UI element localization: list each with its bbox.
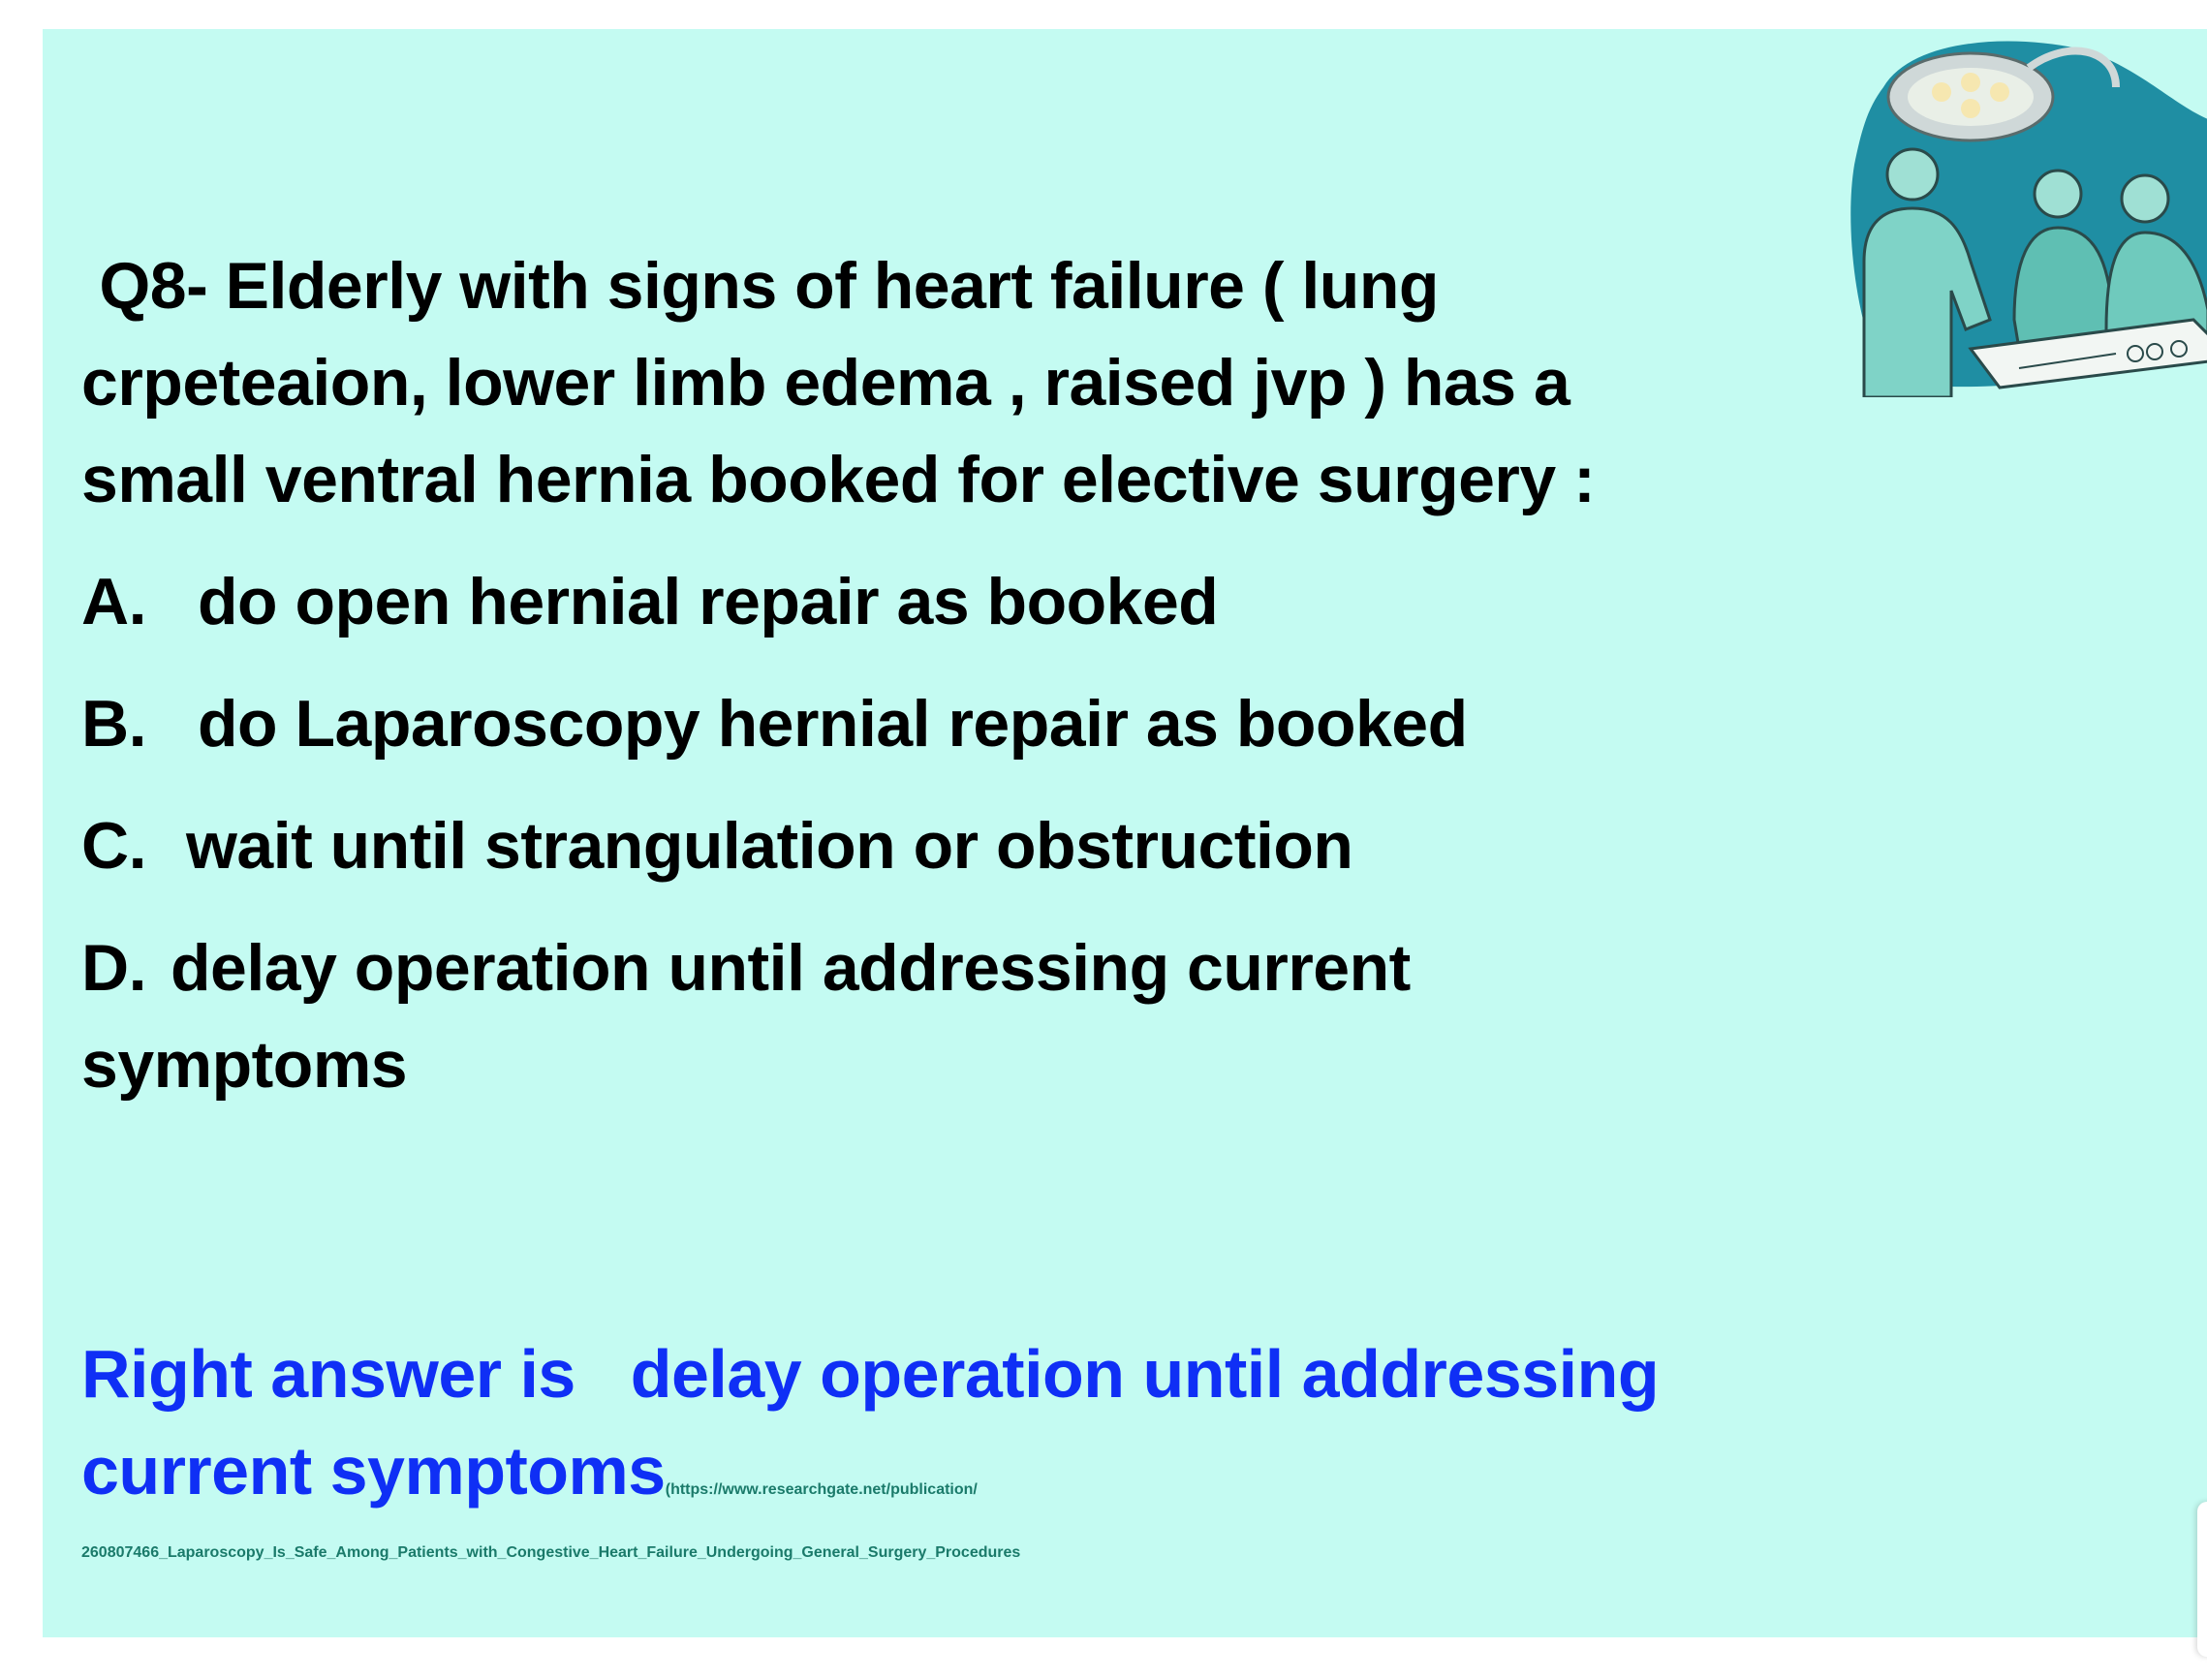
option-d-text: delay operation until addressing current <box>171 931 1411 1005</box>
option-b-text: do Laparoscopy hernial repair as booked <box>198 687 1468 761</box>
answer-line-1: Right answer is delay operation until addressing <box>81 1336 1660 1412</box>
option-d-letter: D. <box>81 931 146 1005</box>
question-stem-line-1: Q8- Elderly with signs of heart failure ( lung <box>81 249 1439 323</box>
source-link-part-1[interactable]: (https://www.researchgate.net/publication/ <box>665 1481 978 1498</box>
option-c <box>81 797 1806 894</box>
option-a-text: do open hernial repair as booked <box>198 565 1219 638</box>
question-block <box>81 237 1806 1113</box>
slide <box>43 29 2207 1637</box>
option-a-letter: A. <box>81 565 146 638</box>
edge-card <box>2197 1502 2207 1657</box>
option-d <box>81 919 1806 1113</box>
option-c-text: wait until strangulation or obstruction <box>186 809 1353 883</box>
answer-line-2: current symptoms <box>81 1433 666 1509</box>
option-c-letter: C. <box>81 809 146 883</box>
option-b <box>81 675 1806 772</box>
question-stem-line-3: small ventral hernia booked for elective surgery : <box>81 443 1596 516</box>
option-d-text-line-2: symptoms <box>81 1028 408 1102</box>
surgeons-operating-clipart-icon <box>1825 29 2207 397</box>
question-stem-line-2: crpeteaion, lower limb edema , raised jvp ) has a <box>81 346 1570 420</box>
answer-block <box>81 1325 1845 1562</box>
option-a <box>81 553 1806 650</box>
source-link-part-2[interactable]: 260807466_Laparoscopy_Is_Safe_Among_Patients_with_Congestive_Heart_Failure_Undergoing_General_Surgery_Procedures <box>81 1544 1021 1561</box>
option-b-letter: B. <box>81 687 146 761</box>
